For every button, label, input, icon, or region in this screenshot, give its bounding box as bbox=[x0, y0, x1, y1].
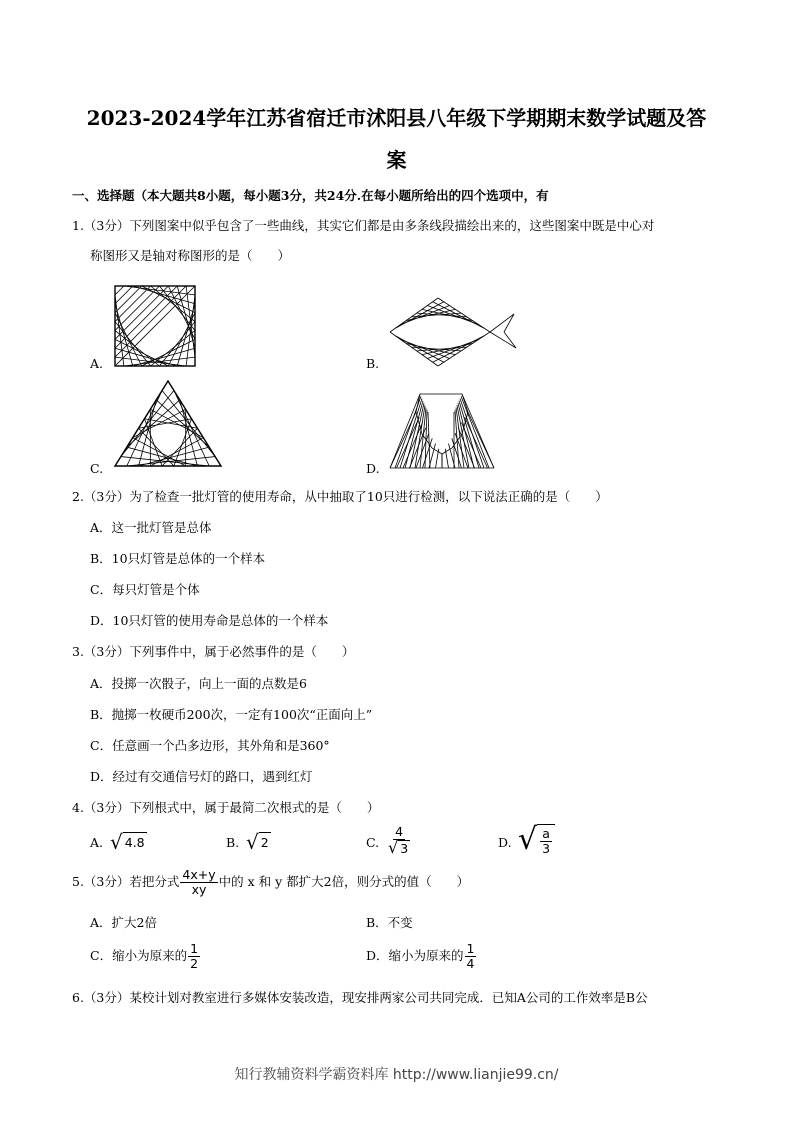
q4-stem: 4.（3分）下列根式中，属于最简二次根式的是（ ） bbox=[72, 800, 380, 815]
q4-option-d-label: D. bbox=[498, 835, 512, 850]
sqrt-symbol: √ 4.8 bbox=[110, 830, 145, 854]
sqrt-symbol: √ $\frac{a}{3}$ bbox=[518, 824, 555, 856]
q4-option-c-expression bbox=[385, 825, 413, 856]
q5-option-c-text: C．缩小为原来的 bbox=[90, 948, 188, 963]
q5-stem bbox=[72, 868, 469, 897]
q4-a-radicand: 4.8 bbox=[123, 832, 147, 852]
q3-option-d: D．经过有交通信号灯的路口，遇到红灯 bbox=[90, 769, 313, 784]
q1-option-c-label: C. bbox=[90, 461, 104, 476]
section-heading-choice: 一、选择题（本大题共8小题，每小题3分，共24分.在每小题所给出的四个选项中，有 bbox=[72, 188, 549, 203]
document-title-line-2: 案 bbox=[386, 148, 407, 172]
q4-d-denominator: 3 bbox=[542, 840, 551, 856]
q1-figure-d-cup-pattern bbox=[386, 392, 498, 470]
q3-option-c: C．任意画一个凸多边形，其外角和是360° bbox=[90, 738, 330, 753]
q4-c-numerator: 4 bbox=[395, 824, 404, 839]
q3-stem: 3.（3分）下列事件中，属于必然事件的是（ ） bbox=[72, 644, 355, 659]
q5-c-denominator: 2 bbox=[190, 956, 199, 971]
sqrt-symbol: √ 2 bbox=[246, 830, 269, 854]
q5-option-c bbox=[90, 942, 201, 971]
q4-option-a-label: A. bbox=[90, 835, 104, 850]
q1-figure-c-triangle-pattern bbox=[112, 378, 224, 470]
q2-option-a: A．这一批灯管是总体 bbox=[90, 520, 212, 535]
q2-option-b: B．10只灯管是总体的一个样本 bbox=[90, 551, 266, 566]
q5-option-d-text: D．缩小为原来的 bbox=[366, 948, 464, 963]
q1-option-a-label: A. bbox=[90, 356, 104, 371]
q2-stem: 2.（3分）为了检查一批灯管的使用寿命，从中抽取了10只进行检测，以下说法正确的是（ ） bbox=[72, 489, 608, 504]
q5-c-numerator: 1 bbox=[190, 941, 199, 956]
q1-stem-line-2: 称图形又是轴对称图形的是（ ） bbox=[90, 248, 291, 263]
document-title-line-1: 2023-2024学年江苏省宿迁市沭阳县八年级下学期期末数学试题及答 bbox=[86, 106, 707, 130]
q1-option-d-label: D. bbox=[366, 461, 380, 476]
q2-option-c: C．每只灯管是个体 bbox=[90, 582, 200, 597]
q5-stem-prefix: 5.（3分）若把分式 bbox=[72, 874, 180, 889]
q5-stem-suffix: 中的 x 和 y 都扩大2倍，则分式的值（ ） bbox=[218, 874, 470, 889]
q4-option-d-expression bbox=[518, 824, 555, 856]
q4-option-b-expression bbox=[246, 832, 271, 852]
q5-fraction-numerator: 4x+y bbox=[182, 867, 216, 882]
q5-option-b: B．不变 bbox=[366, 915, 413, 930]
q5-option-d bbox=[366, 942, 477, 971]
q6-stem-line-1: 6.（3分）某校计划对教室进行多媒体安装改造，现安排两家公司共同完成．已知A公司的工作效率是B公 bbox=[72, 990, 648, 1005]
q4-option-b-label: B. bbox=[226, 835, 240, 850]
q1-stem-line-1: 1.（3分）下列图案中似乎包含了一些曲线，其实它们都是由多条线段描绘出来的，这些图案中既是中心对 bbox=[72, 218, 655, 233]
q4-c-denominator-radicand: 3 bbox=[400, 841, 409, 856]
page-footer-watermark: 知行教辅资料学霸资料库 http://www.lianjie99.cn/ bbox=[234, 1067, 559, 1083]
q3-option-a: A．投掷一次骰子，向上一面的点数是6 bbox=[90, 676, 307, 691]
sqrt-symbol: √ 3 bbox=[388, 838, 409, 857]
q1-figure-a-square-pattern bbox=[112, 283, 198, 369]
q4-option-a-expression bbox=[110, 832, 147, 852]
q5-fraction-denominator: xy bbox=[191, 882, 207, 897]
q2-option-d: D．10只灯管的使用寿命是总体的一个样本 bbox=[90, 613, 329, 628]
q4-option-c-label: C. bbox=[366, 835, 380, 850]
q5-d-denominator: 4 bbox=[466, 956, 475, 971]
q1-option-b-label: B. bbox=[366, 356, 380, 371]
q1-figure-b-fish-pattern bbox=[386, 296, 520, 368]
q5-d-numerator: 1 bbox=[466, 941, 475, 956]
q4-d-numerator: a bbox=[542, 825, 550, 841]
q5-option-a: A．扩大2倍 bbox=[90, 915, 157, 930]
q3-option-b: B．抛掷一枚硬币200次，一定有100次“正面向上” bbox=[90, 707, 373, 722]
q4-b-radicand: 2 bbox=[259, 832, 271, 852]
